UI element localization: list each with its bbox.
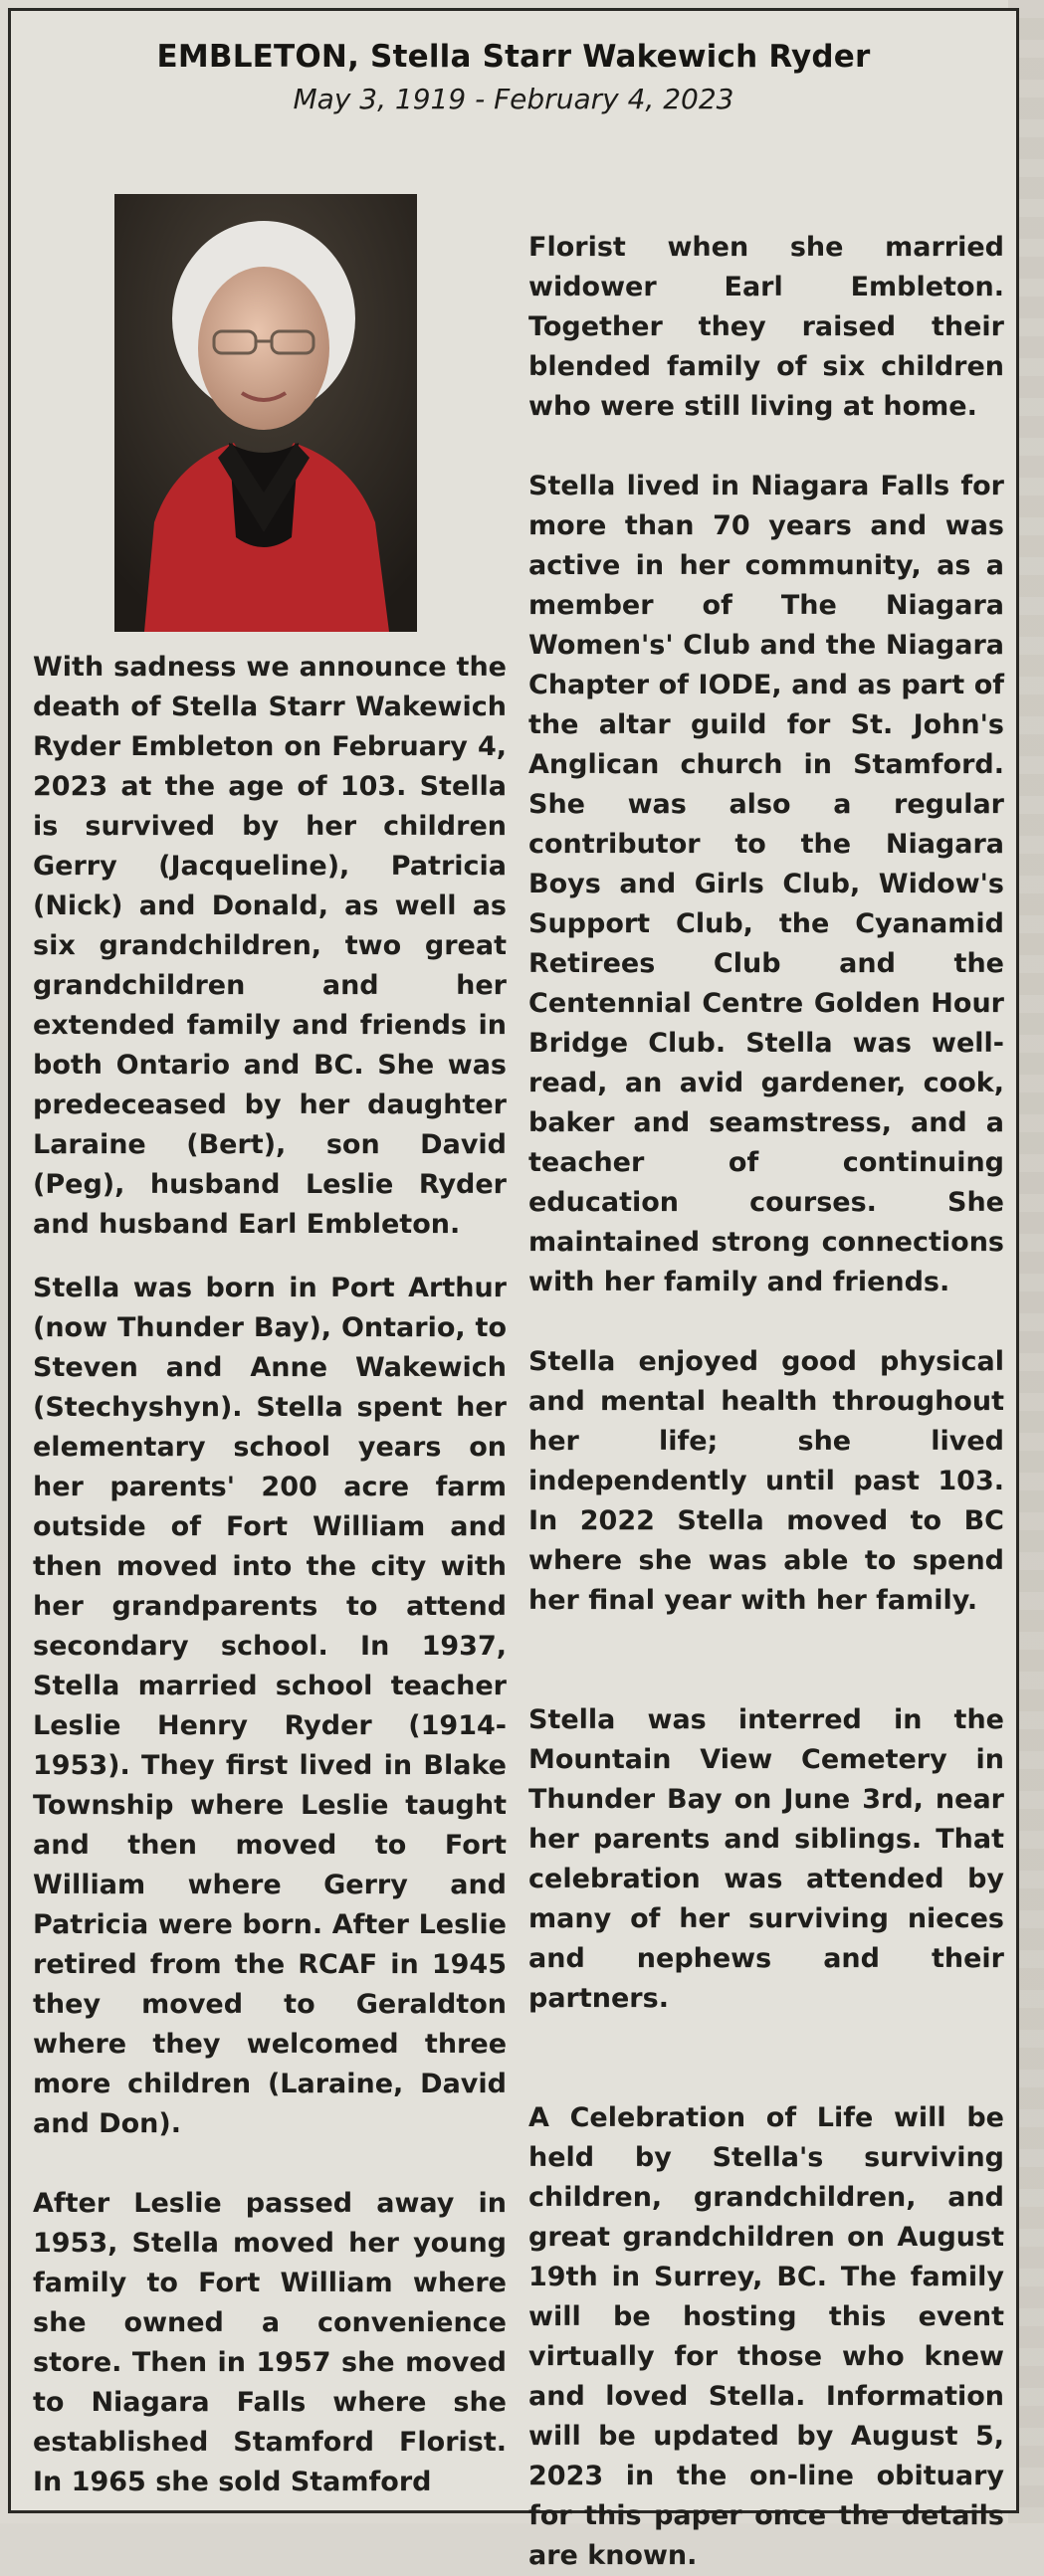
paragraph-health: Stella enjoyed good physical and mental health throughout her life; she lived independently until past 103. In 2022 Stella moved to BC where she was able to spend her final year with her family. [528,1346,1004,1616]
left-text-column [33,648,507,2502]
right-text-column [528,228,1004,2576]
paragraph-celebration: A Celebration of Life will be held by Stella's surviving children, grandchildren, and great grandchildren on August 19th in Surrey, BC. The family will be hosting this event virtually for those who knew and loved Stella. Information will be updated by August 5, 2023 in the on-line obituary for this paper once the details are known. [528,2102,1004,2571]
paragraph-community: Stella lived in Niagara Falls for more than 70 years and was active in her community, as a member of The Niagara Women's' Club and the Niagara Chapter of IODE, and as part of the altar guild for St. John's Anglican church in Stamford. She was also a regular contributor to the Niagara Boys and Girls Club, Widow's Support Club, the Cyanamid Retirees Club and the Centennial Centre Golden Hour Bridge Club. Stella was well-read, an avid gardener, cook, baker and seamstress, and a teacher of continuing education courses. She maintained strong connections with her family and friends. [528,471,1004,1297]
portrait-photo [114,194,417,632]
paragraph-florist: After Leslie passed away in 1953, Stella moved her young family to Fort William where she owned a convenience store. Then in 1957 she moved to Niagara Falls where she established Stamford Florist. In 1965 she sold Stamford [33,2188,507,2497]
obituary-title: EMBLETON, Stella Starr Wakewich Ryder [156,39,871,75]
portrait-photo-icon [114,194,417,632]
obituary-dates: May 3, 1919 - February 4, 2023 [293,83,734,115]
obituary-notice [8,8,1019,2571]
obituary-header [11,39,1016,115]
paragraph-announcement: With sadness we announce the death of Stella Starr Wakewich Ryder Embleton on February 4, 2023 at the age of 103. Stella is survived by her children Gerry (Jacqueline), Patricia (Nick) and Donald, as well as six grandchildren, two great grandchildren and her extended family and friends in both Ontario and BC. She was predeceased by her daughter Laraine (Bert), son David (Peg), husband Leslie Ryder and husband Earl Embleton. [33,652,507,1240]
paragraph-early-life: Stella was born in Port Arthur (now Thunder Bay), Ontario, to Steven and Anne Wakewich (Stechyshyn). Stella spent her elementary school years on her parents' 200 acre farm outside of Fort William and then moved into the city with her grandparents to attend secondary school. In 1937, Stella married school teacher Leslie Henry Ryder (1914-1953). They first lived in Blake Township where Leslie taught and then moved to Fort William where Gerry and Patricia were born. After Leslie retired from the RCAF in 1945 they moved to Geraldton where they welcomed three more children (Laraine, David and Don). [33,1273,507,2139]
paragraph-interment: Stella was interred in the Mountain View Cemetery in Thunder Bay on June 3rd, near her parents and siblings. That celebration was attended by many of her surviving nieces and nephews and their partners. [528,1704,1004,2014]
paragraph-second-marriage: Florist when she married widower Earl Embleton. Together they raised their blended family of six children who were still living at home. [528,232,1004,422]
